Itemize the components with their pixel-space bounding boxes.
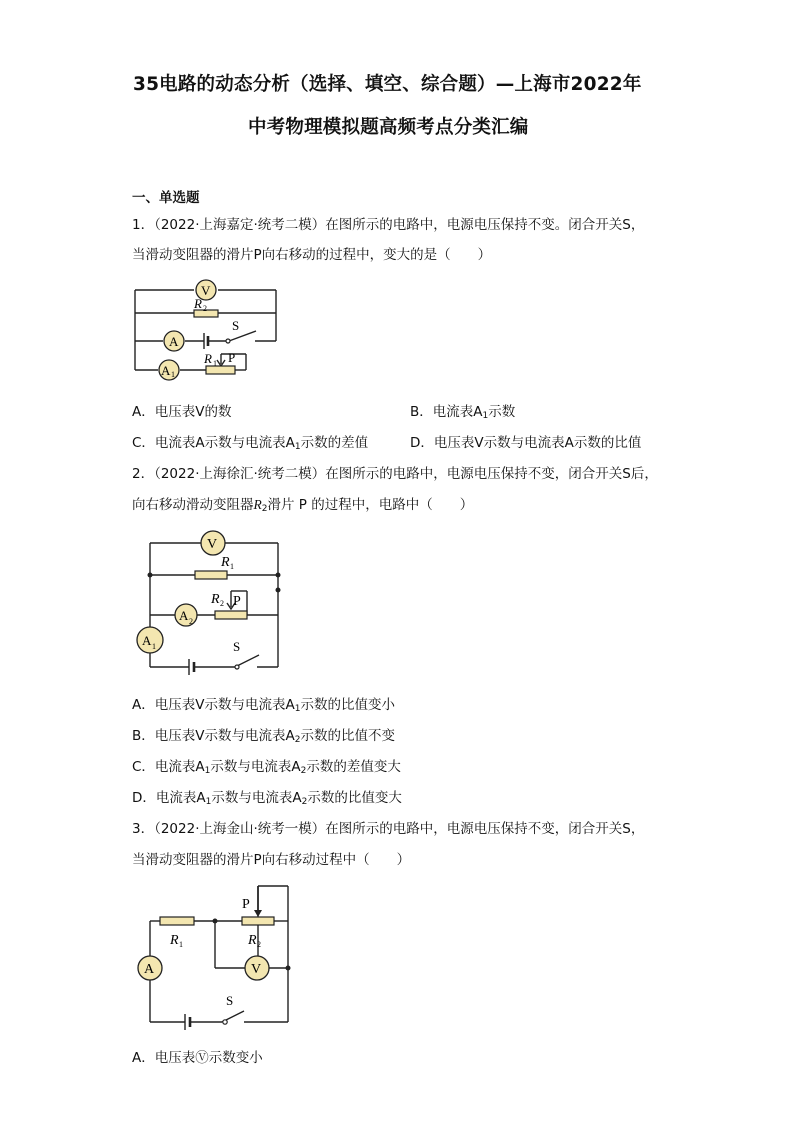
sub: 2 [294, 735, 301, 745]
q2-option-d-text2: 示数与电流表A [211, 790, 302, 806]
r1-sub: 1 [230, 562, 234, 571]
ammeter-label: A [169, 334, 179, 349]
q2-option-a[interactable] [132, 693, 395, 714]
q2-option-b[interactable] [132, 724, 395, 745]
slider-p-label: P [242, 897, 250, 912]
r2-sub: 2 [257, 940, 261, 949]
switch-label: S [233, 639, 241, 654]
r1-label: R [221, 555, 230, 570]
q2-circuit-diagram [135, 527, 285, 677]
r2-sub: 2 [220, 599, 224, 608]
ammeter-a1-label: A [161, 363, 171, 378]
r1-sub: 1 [213, 359, 217, 368]
q1-option-a[interactable]: A．电压表V的数 [132, 404, 232, 420]
q2-option-c[interactable] [132, 755, 401, 776]
sub: 2 [301, 797, 308, 807]
sub: 2 [261, 504, 268, 514]
sub: 1 [204, 766, 211, 776]
q2-stem-line1: 2．（2022·上海徐汇·统考二模）在图所示的电路中，电源电压保持不变，闭合开关S后， [132, 466, 658, 482]
r2-label: R [211, 592, 220, 607]
q2-option-a-text: A．电压表V示数与电流表A [132, 697, 295, 713]
voltmeter-label: V [201, 283, 211, 298]
r1-sub: 1 [179, 940, 183, 949]
q2-option-c-text: C．电流表A [132, 759, 205, 775]
q2-option-b-text2: 示数的比值不变 [300, 728, 395, 744]
ammeter-a2-sub: 2 [189, 617, 193, 626]
ammeter-a1-sub: 1 [152, 642, 156, 651]
r1-label: R [204, 351, 212, 366]
voltmeter-label: V [207, 537, 218, 552]
sub: 1 [294, 704, 301, 714]
sub: 1 [294, 442, 301, 452]
q2-r2-symbol: R [253, 497, 262, 512]
r2-label: R [194, 296, 202, 311]
voltmeter-label: V [251, 962, 262, 977]
sub: 1 [482, 411, 489, 421]
sub: 2 [300, 766, 307, 776]
q1-option-b[interactable] [410, 400, 515, 421]
q2-stem-text2: 滑片 P 的过程中，电路中（ ） [267, 497, 474, 513]
page-title-line1: 35电路的动态分析（选择、填空、综合题）—上海市2022年 [133, 74, 642, 95]
q3-option-a[interactable]: A．电压表Ⓥ示数变小 [132, 1050, 263, 1066]
switch-label: S [226, 993, 234, 1008]
page-title-line2: 中考物理模拟题高频考点分类汇编 [248, 117, 529, 138]
q2-option-c-text2: 示数与电流表A [210, 759, 301, 775]
q2-option-d-text3: 示数的比值变大 [307, 790, 402, 806]
q1-circuit-diagram [128, 278, 288, 384]
switch-label: S [232, 318, 240, 333]
ammeter-label: A [144, 962, 155, 977]
q2-option-d-text: D．电流表A [132, 790, 206, 806]
q1-stem-line2: 当滑动变阻器的滑片P向右移动的过程中，变大的是（ ） [132, 247, 492, 263]
q1-stem-line1: 1．（2022·上海嘉定·统考二模）在图所示的电路中，电源电压保持不变。闭合开关S， [132, 217, 645, 233]
q3-circuit-diagram [130, 880, 300, 1030]
q1-option-b-text2: 示数 [488, 404, 516, 420]
q2-stem-line2 [132, 493, 473, 514]
q2-option-c-text3: 示数的差值变大 [306, 759, 401, 775]
ammeter-a2-label: A [179, 608, 189, 623]
q1-option-c-text2: 示数的差值 [300, 435, 369, 451]
ammeter-a1-sub: 1 [171, 370, 175, 379]
r2-sub: 2 [203, 304, 207, 313]
r2-label: R [248, 933, 257, 948]
slider-p-label: P [228, 350, 236, 365]
q1-option-c[interactable] [132, 431, 368, 452]
q1-option-b-text: B．电流表A [410, 404, 483, 420]
q2-option-b-text: B．电压表V示数与电流表A [132, 728, 295, 744]
q1-option-d[interactable]: D．电压表V示数与电流表A示数的比值 [410, 435, 642, 451]
q2-option-d[interactable] [132, 786, 402, 807]
ammeter-a1-label: A [142, 633, 152, 648]
q1-option-c-text: C．电流表A示数与电流表A [132, 435, 295, 451]
q2-stem-text: 向右移动滑动变阻器 [132, 497, 254, 513]
r1-label: R [170, 933, 179, 948]
q2-option-a-text2: 示数的比值变小 [300, 697, 395, 713]
q3-stem-line2: 当滑动变阻器的滑片P向右移动过程中（ ） [132, 852, 411, 868]
q3-stem-line1: 3．（2022·上海金山·统考一模）在图所示的电路中，电源电压保持不变，闭合开关S， [132, 821, 645, 837]
section-heading: 一、单选题 [132, 190, 200, 206]
sub: 1 [205, 797, 212, 807]
slider-p-label: P [233, 594, 241, 609]
